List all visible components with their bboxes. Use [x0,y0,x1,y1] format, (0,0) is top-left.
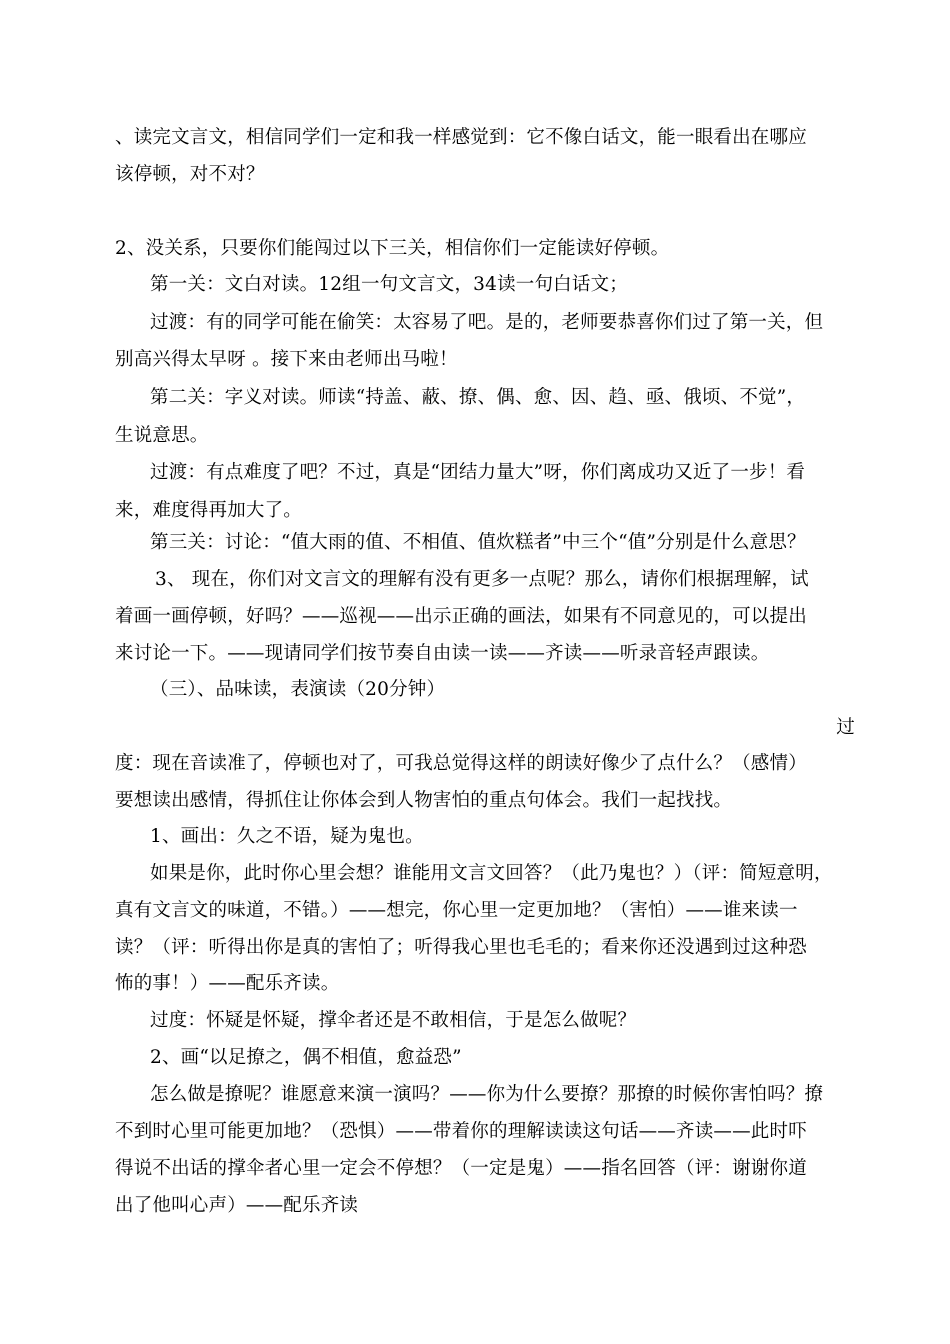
text-line: 第一关：文白对读。12组一句文言文，34读一句白话文； [150,274,628,295]
text-line: 1、画出：久之不语，疑为鬼也。 [150,826,424,847]
text-line: 过 [836,717,855,738]
text-line: 过渡：有点难度了吧？不过，真是“团结力量大”呀，你们离成功又近了一步！看 [150,462,806,483]
text-line: 别高兴得太早呀 。接下来由老师出马啦！ [115,349,458,370]
text-line: 要想读出感情，得抓住让你体会到人物害怕的重点句体会。我们一起找找。 [115,790,733,811]
text-line: 出了他叫心声）——配乐齐读 [115,1195,359,1216]
text-line: 怖的事！）——配乐齐读。 [115,973,340,994]
text-line: 真有文言文的味道，不错。）——想完，你心里一定更加地？（害怕）——谁来读一 [115,900,798,921]
text-line: 读？（评：听得出你是真的害怕了；听得我心里也毛毛的；看来你还没遇到过这种恐 [115,937,807,958]
section-heading: （三）、品味读，表演读（20分钟） [150,679,446,700]
text-line: 第三关：讨论：“值大雨的值、不相值、值炊糕者”中三个“值”分别是什么意思？ [150,532,806,553]
text-line: 过度：怀疑是怀疑，撑伞者还是不敢相信，于是怎么做呢？ [150,1010,637,1031]
text-line: 得说不出话的撑伞者心里一定会不停想？（一定是鬼）——指名回答（评：谢谢你道 [115,1158,807,1179]
text-line: 生说意思。 [115,425,209,446]
text-line: 来讨论一下。——现请同学们按节奏自由读一读——齐读——听录音轻声跟读。 [115,643,770,664]
text-line: 、读完文言文，相信同学们一定和我一样感觉到：它不像白话文，能一眼看出在哪应 [115,127,807,148]
text-line: 来，难度得再加大了。 [115,500,303,521]
text-line: 度：现在音读准了，停顿也对了，可我总觉得这样的朗读好像少了点什么？（感情） [115,753,807,774]
text-line: 2、没关系，只要你们能闯过以下三关，相信你们一定能读好停顿。 [115,238,670,259]
text-line: 2、画“以足撩之，偶不相值，愈益恐” [150,1047,462,1068]
text-line: 该停顿，对不对？ [115,164,265,185]
text-line: 如果是你，此时你心里会想？谁能用文言文回答？（此乃鬼也？）（评：简短意明， [150,863,833,884]
text-line: 着画一画停顿，好吗？——巡视——出示正确的画法，如果有不同意见的，可以提出 [115,606,807,627]
text-line: 第二关：字义对读。师读“持盖、蔽、撩、偶、愈、因、趋、亟、俄顷、不觉”， [150,387,806,408]
text-line: 3、 现在，你们对文言文的理解有没有更多一点呢？那么，请你们根据理解，试 [155,569,809,590]
text-line: 过渡：有的同学可能在偷笑：太容易了吧。是的，老师要恭喜你们过了第一关，但 [150,312,824,333]
text-line: 怎么做是撩呢？谁愿意来演一演吗？——你为什么要撩？那撩的时候你害怕吗？撩 [150,1084,824,1105]
text-line: 不到时心里可能更加地？（恐惧）——带着你的理解读读这句话——齐读——此时吓 [115,1121,807,1142]
